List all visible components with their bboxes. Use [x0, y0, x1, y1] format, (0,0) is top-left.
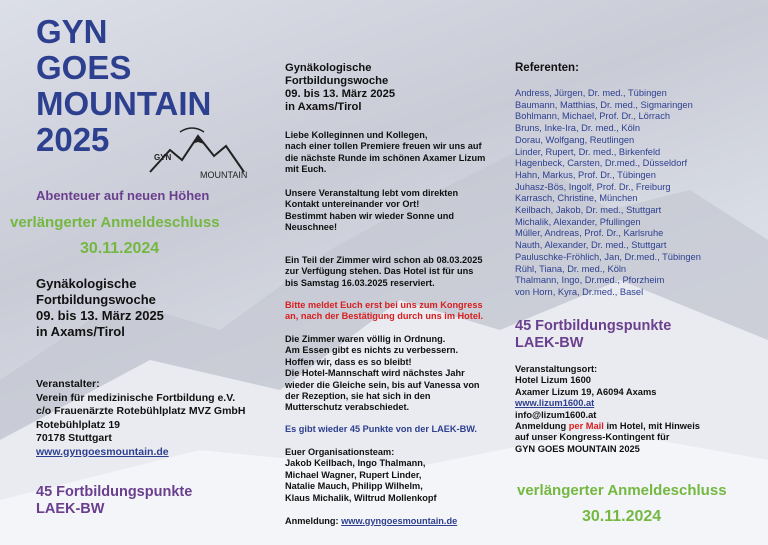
deadline-date: 30.11.2024 — [80, 240, 160, 257]
referent-item: Rühl, Tiana, Dr. med., Köln — [515, 263, 627, 274]
referent-item: Linder, Rupert, Dr. med., Birkenfeld — [515, 146, 661, 157]
paragraph-line: Am Essen gibt es nichts zu verbessern. — [285, 345, 459, 356]
venue-name: Hotel Lizum 1600 — [515, 375, 591, 386]
referent-item: Pauluschke-Fröhlich, Jan, Dr.med., Tübingen — [515, 251, 701, 262]
points-note: Es gibt wieder 45 Punkte von der LAEK-BW. — [285, 424, 477, 434]
referent-item: Baumann, Matthias, Dr. med., Sigmaringen — [515, 99, 693, 110]
paragraph-line: Mutterschutz verabschiedet. — [285, 402, 410, 413]
referents-heading: Referenten: — [515, 62, 579, 74]
paragraph-line: die nächste Runde im schönen Axamer Lizum — [285, 152, 486, 163]
booking-line: GYN GOES MOUNTAIN 2025 — [515, 443, 640, 454]
title-line: GYN — [36, 13, 108, 50]
paragraph-line: Die Zimmer waren völlig in Ordnung. — [285, 334, 446, 344]
subtitle-line: Fortbildungswoche — [36, 292, 156, 307]
right-points — [515, 318, 671, 352]
team-paragraph — [285, 447, 505, 504]
paragraph-line: mit Euch. — [285, 164, 327, 175]
referent-item: Michalik, Alexander, Pfullingen — [515, 216, 641, 227]
paragraph-line: Kontakt untereinander vor Ort! — [285, 199, 420, 210]
points-line: 45 Fortbildungspunkte — [36, 484, 193, 500]
organizer-line: Veranstalter: — [36, 378, 100, 390]
referent-item: Thalmann, Ingo, Dr.med., Pforzheim — [515, 275, 665, 286]
paragraph-line: Natalie Mauch, Philipp Wilhelm, — [285, 481, 423, 492]
referent-item: Karrasch, Christine, München — [515, 193, 638, 204]
paragraph-line: Bestimmt haben wir wieder Sonne und — [285, 210, 454, 221]
paragraph-line: zur Verfügung stehen. Das Hotel ist für uns — [285, 266, 474, 277]
mountain-logo-icon — [140, 122, 250, 180]
venue-email: info@lizum1600.at — [515, 409, 597, 420]
referent-item: Hahn, Markus, Prof. Dr., Tübingen — [515, 169, 656, 180]
registration-label: Anmeldung: — [285, 516, 339, 526]
middle-title-line: Gynäkologische — [285, 62, 372, 74]
organizer-line: Verein für medizinische Fortbildung e.V. — [36, 391, 236, 404]
paragraph-line: der Rezeption, sie hat sich in den — [285, 391, 431, 402]
venue-address: Axamer Lizum 19, A6094 Axams — [515, 386, 657, 397]
title-line: GOES — [36, 49, 132, 86]
svg-text:GYN: GYN — [154, 153, 172, 162]
deadline-label-right: verlängerter Anmeldeschluss — [517, 482, 727, 499]
referent-item: Dorau, Wolfgang, Reutlingen — [515, 134, 635, 145]
subtitle-line: 09. bis 13. März 2025 — [36, 308, 164, 323]
deadline-date-right: 30.11.2024 — [582, 508, 662, 525]
left-points — [36, 484, 192, 518]
paragraph-line: Liebe Kolleginnen und Kollegen, — [285, 130, 428, 140]
organizer-line: c/o Frauenärzte Rotebühlplatz MVZ GmbH — [36, 405, 246, 417]
subtitle-line: in Axams/Tirol — [36, 324, 125, 339]
middle-title — [285, 62, 395, 114]
paragraph-line: Die Hotel-Mannschaft wird nächstes Jahr — [285, 368, 465, 379]
middle-title-line: Fortbildungswoche — [285, 75, 389, 87]
points-line: 45 Fortbildungspunkte — [515, 318, 672, 334]
paragraph-line: Euer Organisationsteam: — [285, 447, 395, 457]
gyn-goes-mountain-logo — [140, 122, 250, 180]
referent-item: Hagenbeck, Carsten, Dr.med., Düsseldorf — [515, 158, 688, 169]
referent-item: Keilbach, Jakob, Dr. med., Stuttgart — [515, 205, 662, 216]
referent-item: Andress, Jürgen, Dr. med., Tübingen — [515, 88, 667, 98]
middle-title-line: in Axams/Tirol — [285, 101, 362, 113]
title-line: MOUNTAIN — [36, 85, 212, 122]
referents-list — [515, 88, 701, 299]
booking-line: auf unser Kongress-Kontingent für — [515, 432, 670, 443]
paragraph-line: Hoffen wir, dass es so bleibt! — [285, 356, 412, 367]
organizer-block — [36, 378, 245, 459]
booking-line — [515, 421, 755, 432]
organizer-website-link[interactable]: www.gyngoesmountain.de — [36, 445, 169, 458]
intro-paragraph — [285, 130, 505, 176]
referent-item: Müller, Andreas, Prof. Dr., Karlsruhe — [515, 228, 664, 239]
rooms-paragraph — [285, 255, 505, 289]
svg-text:MOUNTAIN: MOUNTAIN — [200, 170, 248, 180]
paragraph-line: nach einer tollen Premiere freuen wir uns auf — [285, 141, 482, 152]
points-line: LAEK-BW — [36, 501, 105, 517]
venue-label: Veranstaltungsort: — [515, 364, 598, 374]
warning-line: an, nach der Bestätigung durch uns im Hotel. — [285, 311, 484, 322]
paragraph-line: Unsere Veranstaltung lebt vom direkten — [285, 188, 459, 198]
registration-link[interactable]: www.gyngoesmountain.de — [341, 516, 458, 526]
paragraph-line: Neuschnee! — [285, 222, 338, 233]
title-line: 2025 — [36, 121, 110, 158]
left-subtitle — [36, 276, 164, 340]
referent-item: von Horn, Kyra, Dr.med., Basel — [515, 286, 644, 297]
contact-paragraph — [285, 188, 505, 234]
referent-item: Nauth, Alexander, Dr. med., Stuttgart — [515, 240, 667, 251]
warning-line: Bitte meldet Euch erst bei uns zum Kongress — [285, 300, 483, 310]
venue-block — [515, 364, 755, 455]
deadline-label: verlängerter Anmeldeschluss — [10, 214, 220, 231]
booking-text: Anmeldung — [515, 421, 569, 432]
paragraph-line: wieder die Gleiche sein, bis auf Vanessa von — [285, 379, 480, 390]
organizer-line: Rotebühlplatz 19 — [36, 418, 121, 431]
organizer-line: 70178 Stuttgart — [36, 432, 112, 444]
booking-highlight: per Mail — [568, 421, 604, 432]
points-line: LAEK-BW — [515, 335, 584, 351]
booking-text: im Hotel, mit Hinweis — [603, 421, 700, 432]
subtitle-line: Gynäkologische — [36, 276, 137, 291]
registration-warning — [285, 300, 505, 323]
paragraph-line: Ein Teil der Zimmer wird schon ab 08.03.2025 — [285, 255, 483, 265]
venue-website-link[interactable]: www.lizum1600.at — [515, 398, 595, 409]
registration-line — [285, 516, 505, 527]
paragraph-line: Jakob Keilbach, Ingo Thalmann, — [285, 458, 426, 469]
referent-item: Juhasz-Bös, Ingolf, Prof. Dr., Freiburg — [515, 181, 671, 192]
referent-item: Bruns, Inke-Ira, Dr. med., Köln — [515, 123, 641, 134]
middle-title-line: 09. bis 13. März 2025 — [285, 88, 396, 100]
paragraph-line: bis Samstag 16.03.2025 reserviert. — [285, 277, 435, 288]
paragraph-line: Michael Wagner, Rupert Linder, — [285, 469, 422, 480]
feedback-paragraph — [285, 334, 505, 414]
referent-item: Bohlmann, Michael, Prof. Dr., Lörrach — [515, 111, 671, 122]
paragraph-line: Klaus Michalik, Wiltrud Mollenkopf — [285, 492, 437, 503]
tagline: Abenteuer auf neuen Höhen — [36, 188, 210, 203]
